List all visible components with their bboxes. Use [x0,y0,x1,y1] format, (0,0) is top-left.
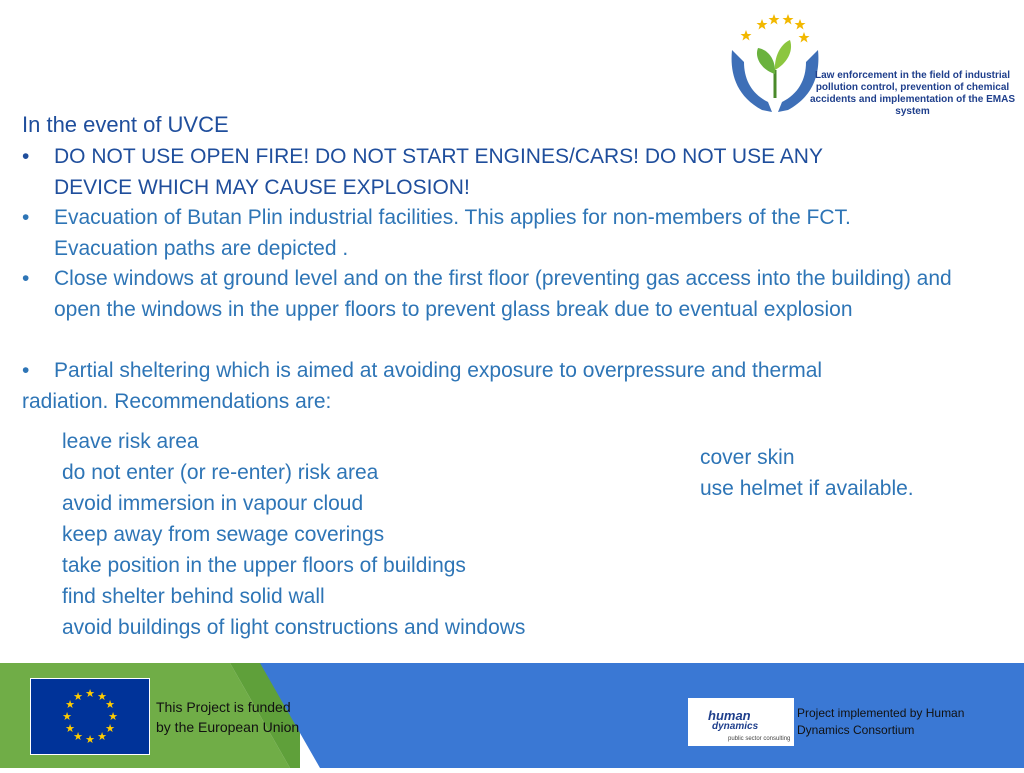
svg-text:★: ★ [108,710,118,723]
list-item: keep away from sewage coverings [62,523,385,546]
logo-text: public sector consulting [728,736,791,742]
recommendations-list-left [62,426,525,643]
logo-caption: Law enforcement in the field of industrial pollution control, prevention of chemical accidents and implementation of the EMAS system [809,70,1016,117]
svg-text:★: ★ [97,730,107,743]
bullet-text: DO NOT USE OPEN FIRE! DO NOT START ENGINES/CARS! DO NOT USE ANY DEVICE WHICH MAY CAUSE EXPLOSION! [54,145,823,199]
list-item: avoid immersion in vapour cloud [62,492,364,515]
bullet-text: Partial sheltering which is aimed at avoiding exposure to overpressure and thermal radiation. Recommendations are: [22,359,823,413]
logo-text: human [708,708,751,723]
logo-text: dynamics [712,721,759,732]
human-dynamics-logo [688,698,794,746]
bullet-marker: • [22,206,30,229]
list-item: avoid buildings of light constructions and windows [62,616,526,639]
bullet-text: Close windows at ground level and on the first floor (preventing gas access into the building) and open the windows in the upper floors to prevent glass break due to eventual explosion [54,267,952,321]
eu-stars-icon [31,679,149,754]
bullet-item [22,141,882,203]
svg-text:★: ★ [85,687,95,700]
bullet-marker: • [22,359,30,382]
svg-text:★: ★ [62,710,72,723]
list-item: find shelter behind solid wall [62,585,325,608]
bullet-item [22,263,957,325]
slide-heading: In the event of UVCE [22,112,229,137]
bullet-marker: • [22,145,30,168]
svg-text:★: ★ [65,698,75,711]
eu-flag-icon [30,678,150,755]
funding-line: This Project is funded [156,699,291,715]
svg-text:★: ★ [85,733,95,746]
list-item: do not enter (or re-enter) risk area [62,461,379,484]
bullet-text: Evacuation of Butan Plin industrial facilities. This applies for non-members of the FCT. Evacuation paths are depicted . [54,206,851,260]
funding-note [156,697,299,737]
bullet-item [22,355,902,417]
funding-line: by the European Union [156,719,300,735]
list-item: cover skin [700,446,795,469]
bullet-item [22,202,942,264]
recommendations-list-right [700,442,914,504]
svg-text:★: ★ [73,730,83,743]
svg-text:★: ★ [105,698,115,711]
list-item: leave risk area [62,430,199,453]
svg-text:★: ★ [97,690,107,703]
bullet-marker: • [22,267,30,290]
svg-text:★: ★ [65,722,75,735]
svg-text:★: ★ [105,722,115,735]
svg-text:★: ★ [73,690,83,703]
list-item: take position in the upper floors of buildings [62,554,466,577]
list-item: use helmet if available. [700,477,914,500]
consortium-note: Project implemented by Human Dynamics Consortium [797,706,965,737]
